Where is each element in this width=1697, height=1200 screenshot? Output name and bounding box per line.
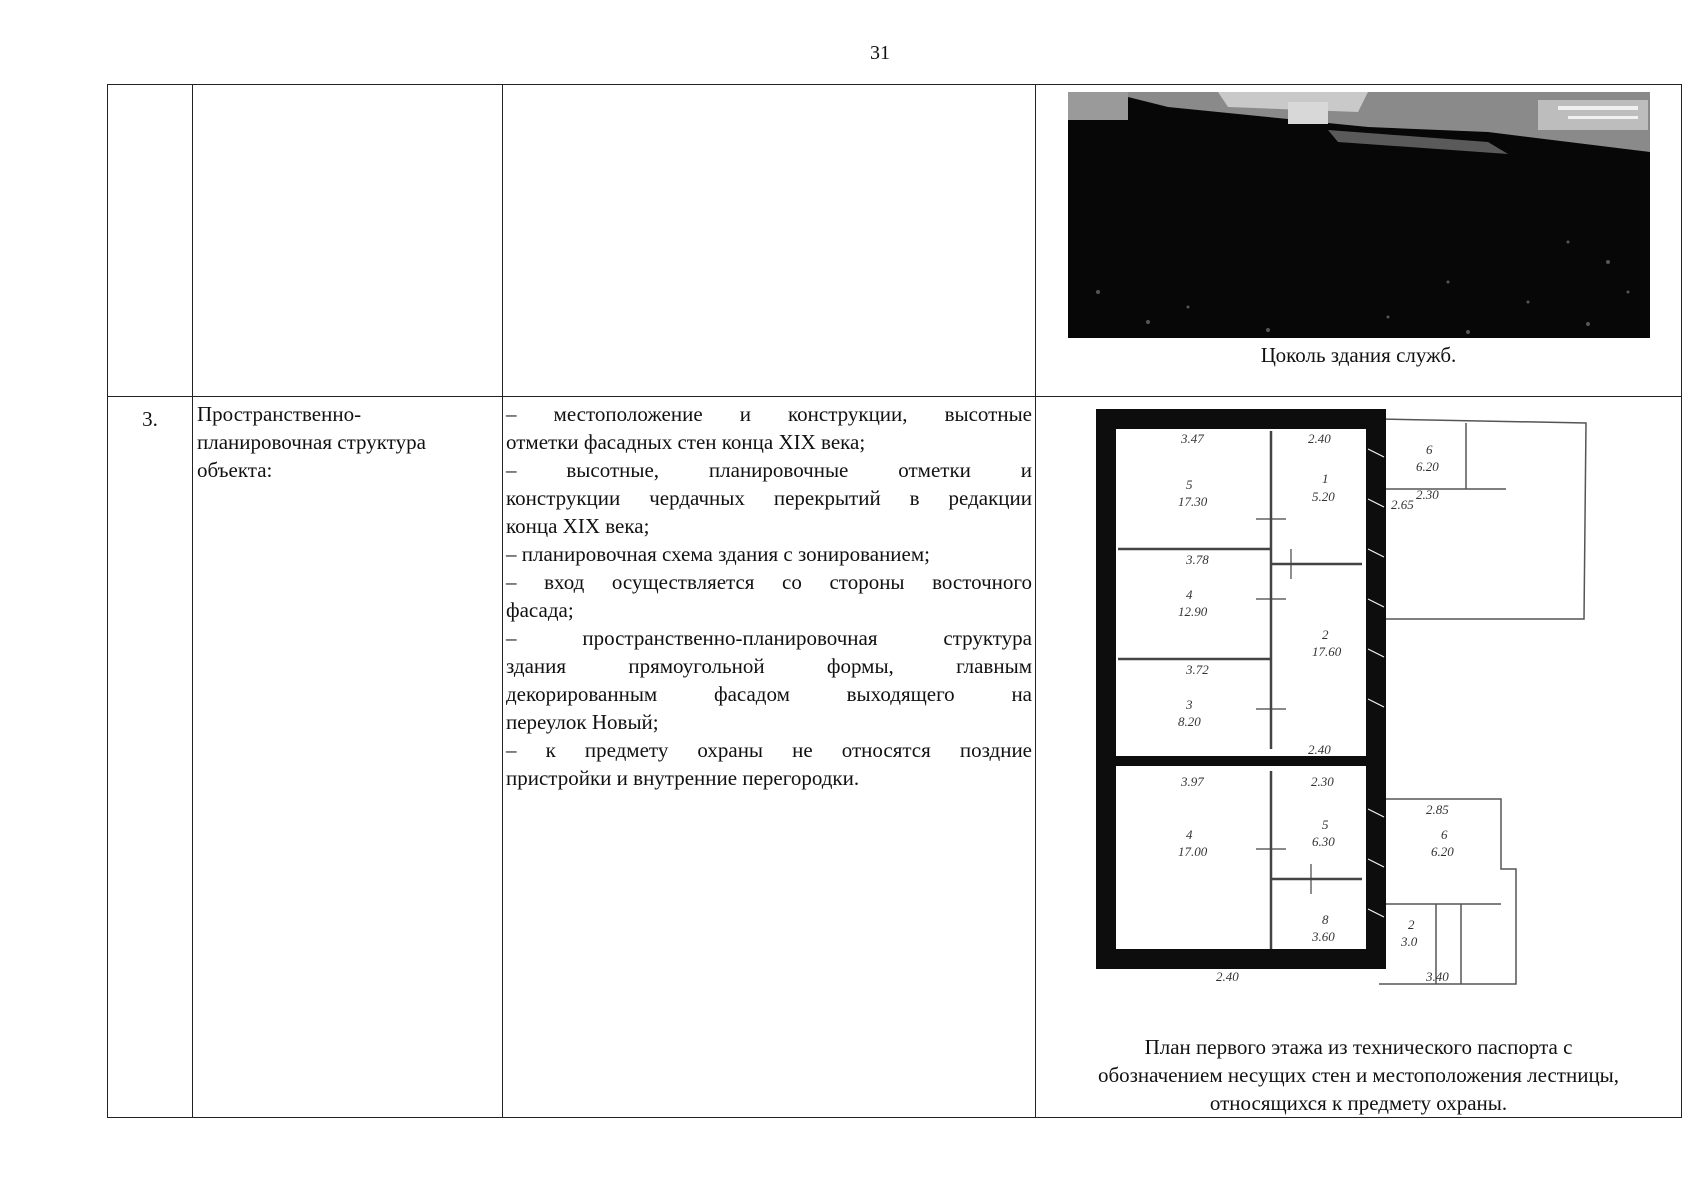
caption-line: План первого этажа из технического паспорта с [1144, 1035, 1573, 1059]
description-line: – вход осуществляется со стороны восточного [506, 570, 1032, 594]
plan-room-area: 6.20 [1416, 459, 1439, 474]
plan-dimension: 2.65 [1391, 497, 1414, 512]
caption-line: относящихся к предмету охраны. [1209, 1091, 1508, 1115]
illustration-cell [1036, 85, 1682, 397]
plan-room-area: 3.60 [1312, 929, 1335, 944]
plan-dimension: 3.40 [1426, 969, 1449, 984]
plan-room-area: 12.90 [1178, 604, 1208, 619]
description-line: декорированным фасадом выходящего на [506, 682, 1032, 706]
description-line: пристройки и внутренние перегородки. [506, 766, 860, 790]
label-cell [193, 85, 503, 397]
plan-room-area: 17.00 [1178, 844, 1208, 859]
description-line: – местоположение и конструкции, высотные [506, 402, 1032, 426]
plan-dimension: 2.40 [1216, 969, 1239, 984]
plan-room-label: 5 [1322, 817, 1329, 832]
plan-dimension: 2.30 [1416, 487, 1439, 502]
illustration-cell [1036, 397, 1682, 1118]
floor-plan-caption [1036, 1033, 1681, 1117]
plan-dimension: 2.30 [1311, 774, 1334, 789]
plan-room-label: 2 [1408, 917, 1415, 932]
description-line: отметки фасадных стен конца XIX века; [506, 430, 866, 454]
plan-room-label: 4 [1186, 587, 1193, 602]
plan-room-label: 4 [1186, 827, 1193, 842]
description-line: конструкции чердачных перекрытий в редакции [506, 486, 1032, 510]
description-cell [503, 397, 1036, 1118]
plan-dimension: 3.97 [1181, 774, 1204, 789]
plan-room-label: 6 [1426, 442, 1433, 457]
table-row [108, 85, 1682, 397]
description-line: фасада; [506, 598, 574, 622]
plinth-photo-caption: Цоколь здания служб. [1260, 343, 1457, 367]
description-cell [503, 85, 1036, 397]
row-number-cell: 3. [108, 397, 193, 1118]
plan-room-area: 3.0 [1401, 934, 1418, 949]
plinth-photo [1068, 92, 1650, 338]
description-line: переулок Новый; [506, 710, 659, 734]
floor-plan [1086, 409, 1686, 1029]
plan-room-area: 17.60 [1312, 644, 1342, 659]
plan-dimension: 3.47 [1181, 431, 1204, 446]
plan-room-area: 17.30 [1178, 494, 1208, 509]
plan-room-area: 5.20 [1312, 489, 1335, 504]
plan-room-label: 6 [1441, 827, 1448, 842]
plan-room-label: 8 [1322, 912, 1329, 927]
label-line: планировочная структура [197, 430, 426, 454]
table-row [108, 397, 1682, 1118]
description-line: здания прямоугольной формы, главным [506, 654, 1032, 678]
label-line: Пространственно- [197, 402, 362, 426]
row-number-cell [108, 85, 193, 397]
plinth-photo-image [1068, 92, 1650, 338]
plan-room-area: 6.20 [1431, 844, 1454, 859]
description-line: – высотные, планировочные отметки и [506, 458, 1032, 482]
description-line: – к предмету охраны не относятся поздние [506, 738, 1032, 762]
plan-dimension: 3.78 [1186, 552, 1209, 567]
plan-room-label: 3 [1186, 697, 1193, 712]
label-cell [193, 397, 503, 1118]
plan-dimension: 2.40 [1308, 742, 1331, 757]
plan-dimension: 2.85 [1426, 802, 1449, 817]
description-line: конца XIX века; [506, 514, 650, 538]
plan-room-label: 2 [1322, 627, 1329, 642]
plan-room-area: 8.20 [1178, 714, 1201, 729]
description-line: – пространственно-планировочная структура [506, 626, 1032, 650]
caption-line: обозначением несущих стен и местоположения лестницы, [1097, 1063, 1620, 1087]
plan-room-area: 6.30 [1312, 834, 1335, 849]
plan-room-label: 1 [1322, 471, 1329, 486]
page-number: 31 [870, 42, 890, 64]
protection-subject-table [107, 84, 1682, 1118]
description-line: – планировочная схема здания с зонированием; [506, 542, 930, 566]
plan-dimension: 2.40 [1308, 431, 1331, 446]
label-line: объекта: [197, 458, 273, 482]
plan-dimension: 3.72 [1186, 662, 1209, 677]
plan-room-label: 5 [1186, 477, 1193, 492]
